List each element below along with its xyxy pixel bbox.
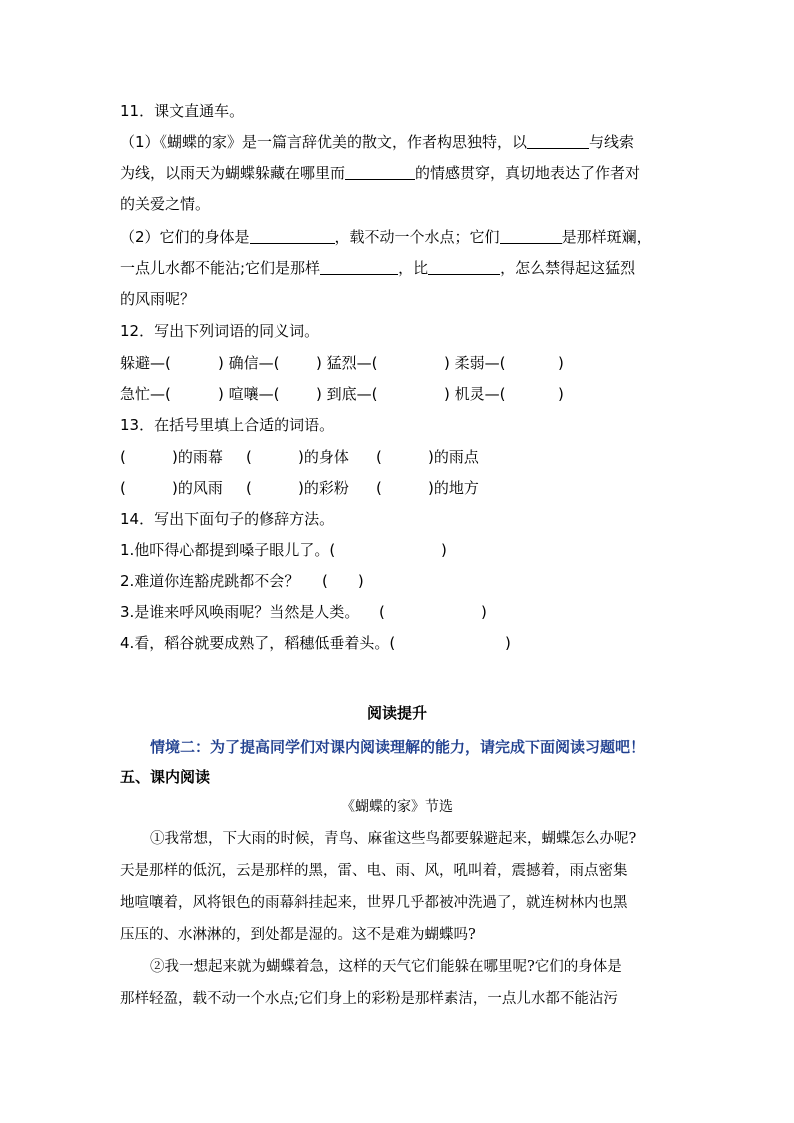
q11-p2-text-a: （2）它们的身体是 <box>120 228 250 246</box>
fill-phrase: )的雨幕 <box>172 448 223 466</box>
excerpt-title: 《蝴蝶的家》节选 <box>341 799 453 815</box>
q11-p2-text-d: 一点儿水都不能沾;它们是那样 <box>120 259 321 277</box>
q14-close-paren: ) <box>481 603 487 621</box>
fill-open-paren: ( <box>376 448 382 466</box>
fill-open-paren: ( <box>376 479 382 497</box>
q11-p2-text-f: ，怎么禁得起这猛烈 <box>500 259 636 277</box>
q11-p2-text-c: 是那样斑斓， <box>561 228 652 246</box>
synonym-item: ) 到底—( <box>316 385 378 403</box>
synonym-item: ) 猛烈—( <box>316 354 378 372</box>
q11-p1-text-c: 为线，以雨天为蝴蝶躲藏在哪里而 <box>120 164 346 182</box>
q11-p1-line2 <box>120 162 640 184</box>
fill-phrase: )的彩粉 <box>298 479 349 497</box>
fill-open-paren: ( <box>246 448 252 466</box>
section-title: 五、课内阅读 <box>120 768 211 786</box>
answer-blank[interactable] <box>250 228 335 244</box>
fill-phrase: )的身体 <box>298 448 349 466</box>
q14-sentence-3: 3.是谁来呼风唤雨呢？当然是人类。 <box>120 603 360 621</box>
synonym-item: ) 机灵—( <box>444 385 506 403</box>
q14-close-paren: ) <box>505 634 511 652</box>
q14-answer-paren: ( ) <box>322 572 364 590</box>
para1-line: ①我常想，下大雨的时候，青鸟、麻雀这些鸟都要躲避起来，蝴蝶怎么办呢? <box>150 831 637 847</box>
synonym-item: ) 柔弱—( <box>444 354 506 372</box>
answer-blank[interactable] <box>500 228 562 244</box>
q11-p1-text-a: （1）《蝴蝶的家》是一篇言辞优美的散文，作者构思独特，以 <box>120 133 528 151</box>
fill-open-paren: ( <box>120 448 126 466</box>
para2-line: 那样轻盈，载不动一个水点;它们身上的彩粉是那样素洁，一点儿水都不能沾污 <box>120 991 618 1007</box>
fill-phrase: )的雨点 <box>428 448 479 466</box>
q11-p2-line2 <box>120 257 635 279</box>
q11-p1-line1 <box>120 131 634 153</box>
para1-line: 天是那样的低沉，云是那样的黑，雷、电、雨、风，吼叫着，震撼着，雨点密集 <box>120 863 628 879</box>
q14-sentence-4: 4.看，稻谷就要成熟了，稻穗低垂着头。( <box>120 634 396 652</box>
q11-p1-text-d: 的情感贯穿，真切地表达了作者对 <box>415 164 641 182</box>
q11-p2-text-e: ，比 <box>398 259 429 277</box>
q13-title: 13．在括号里填上合适的词语。 <box>120 416 335 434</box>
fill-open-paren: ( <box>120 479 126 497</box>
q11-p2-text-b: ，载不动一个水点；它们 <box>334 228 500 246</box>
q11-title: 11．课文直通车。 <box>120 102 245 120</box>
fill-phrase: )的地方 <box>428 479 479 497</box>
q11-p2-line1 <box>120 226 652 248</box>
q14-close-paren: ) <box>441 541 447 559</box>
scenario-text: 情境二：为了提高同学们对课内阅读理解的能力，请完成下面阅读习题吧！ <box>150 738 646 756</box>
answer-blank[interactable] <box>345 164 415 180</box>
synonym-item: ) <box>558 385 564 403</box>
q11-p2-line3: 的风雨呢？ <box>120 290 196 308</box>
q14-open-paren: ( <box>379 603 385 621</box>
answer-blank[interactable] <box>428 259 500 275</box>
q14-title: 14．写出下面句子的修辞方法。 <box>120 510 335 528</box>
synonym-item: 急忙—( <box>120 385 171 403</box>
synonym-item: ) <box>558 354 564 372</box>
para1-line: 压压的、水淋淋的，到处都是湿的。这不是难为蝴蝶吗? <box>120 927 476 943</box>
q14-sentence-1: 1.他吓得心都提到嗓子眼儿了。( <box>120 541 336 559</box>
synonym-item: 躲避—( <box>120 354 171 372</box>
synonym-item: ) 喧嚷—( <box>218 385 280 403</box>
fill-open-paren: ( <box>246 479 252 497</box>
answer-blank[interactable] <box>320 259 398 275</box>
q11-p1-text-b: 与线索 <box>589 133 635 151</box>
reading-heading: 阅读提升 <box>366 704 427 722</box>
fill-phrase: )的风雨 <box>172 479 223 497</box>
q12-title: 12．写出下列词语的同义词。 <box>120 322 320 340</box>
answer-blank[interactable] <box>527 133 589 149</box>
q11-p1-line3: 的关爱之情。 <box>120 195 211 213</box>
para1-line: 地喧嚷着，风将银色的雨幕斜挂起来，世界几乎都被冲洗過了，就连树林内也黑 <box>120 895 628 911</box>
q14-sentence-2: 2.难道你连豁虎跳都不会？ <box>120 572 300 590</box>
para2-line: ②我一想起来就为蝴蝶着急，这样的天气它们能躲在哪里呢?它们的身体是 <box>150 959 622 975</box>
synonym-item: ) 确信—( <box>218 354 280 372</box>
